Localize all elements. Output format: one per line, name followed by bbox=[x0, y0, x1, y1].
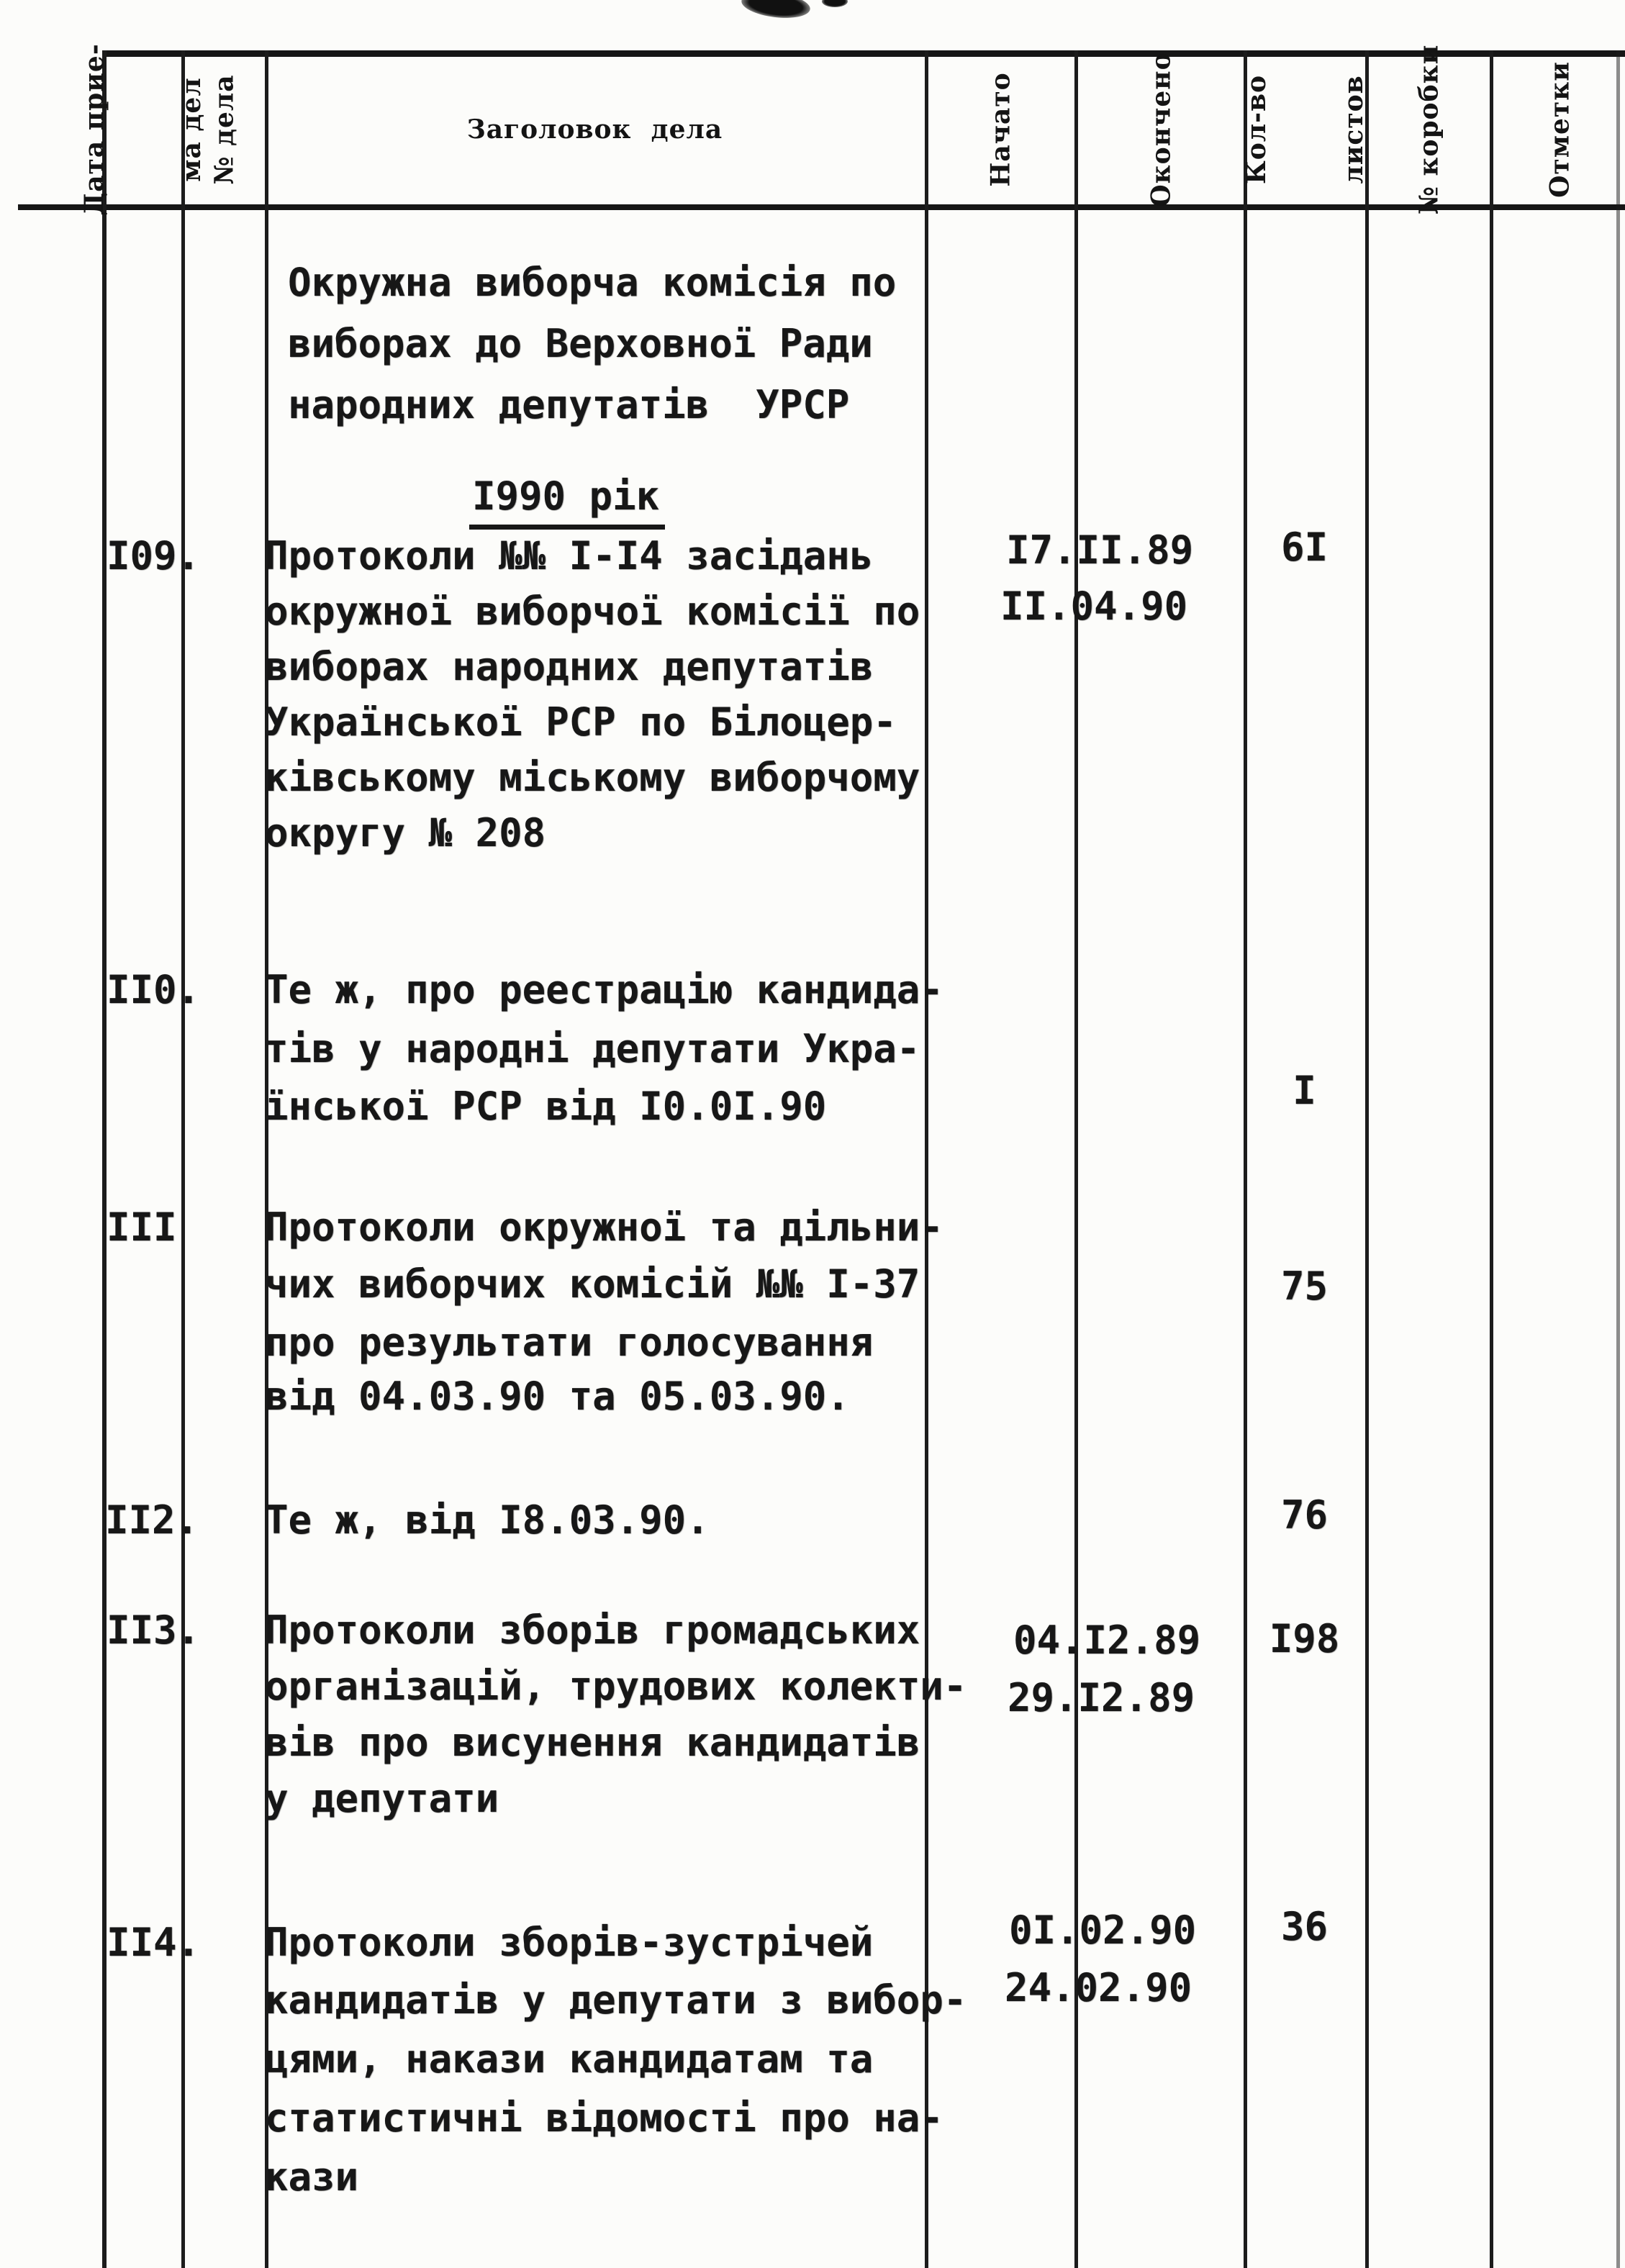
entry-date-started: I7.II.89 bbox=[1006, 527, 1194, 573]
org-heading-line: Окружна виборча комісія по bbox=[288, 260, 897, 305]
entry-title-line: статистичні відомості про на- bbox=[265, 2095, 943, 2141]
entry-number: II0. bbox=[107, 967, 201, 1012]
entry-number: II2. bbox=[105, 1497, 199, 1543]
entry-title-line: кандидатів у депутати з вибор- bbox=[265, 1977, 967, 2023]
entry-sheet-count: 6I bbox=[1280, 525, 1328, 570]
header-date-received-line1: Дата прие- bbox=[79, 43, 109, 216]
column-divider-sheets-box bbox=[1365, 50, 1369, 2268]
entry-title-line: Протоколи зборів громадських bbox=[265, 1607, 920, 1653]
entry-title-line: організацій, трудових колекти- bbox=[265, 1664, 967, 1709]
entry-title-line: Те ж, від I8.03.90. bbox=[265, 1497, 710, 1543]
entry-title-line: округу № 208 bbox=[265, 810, 546, 856]
entry-title-line: кази bbox=[265, 2154, 359, 2200]
entry-title-line: про результати голосування bbox=[265, 1320, 874, 1365]
column-divider-box-notes bbox=[1490, 50, 1493, 2268]
entry-sheet-count: 36 bbox=[1280, 1904, 1328, 1949]
entry-number: II3. bbox=[107, 1607, 201, 1653]
entry-title-line: Те ж, про реестрацію кандида- bbox=[265, 967, 943, 1012]
entry-title-line: Протоколи №№ I-I4 засідань bbox=[265, 533, 874, 579]
header-sheet-count-line1: Кол-во bbox=[1241, 74, 1272, 185]
column-divider-title-started bbox=[925, 50, 928, 2268]
entry-title-line: окружної виборчої комісії по bbox=[265, 589, 920, 634]
org-heading-line: виборах до Верховної Ради bbox=[288, 321, 873, 366]
entry-number: I09. bbox=[107, 533, 201, 579]
header-cell-title: Заголовок дела bbox=[466, 114, 723, 145]
header-date-received-line2: ма дел bbox=[176, 77, 207, 182]
year-heading: I990 рік bbox=[469, 476, 665, 530]
header-started-label: Начато bbox=[985, 72, 1016, 187]
entry-title-line: від 04.03.90 та 05.03.90. bbox=[265, 1374, 850, 1419]
entry-title-line: їнської РСР від I0.0I.90 bbox=[265, 1084, 827, 1129]
header-cell-started bbox=[920, 72, 1082, 186]
header-cell-notes bbox=[1480, 61, 1625, 198]
entry-date-started: 04.I2.89 bbox=[1013, 1618, 1201, 1663]
entry-title-line: вів про висунення кандидатів bbox=[265, 1720, 920, 1765]
entry-title-line: у депутати bbox=[265, 1776, 499, 1821]
entry-title-line: тів у народні депутати Укра- bbox=[265, 1026, 920, 1071]
entry-number: III bbox=[107, 1205, 177, 1250]
table-right-border bbox=[1616, 50, 1620, 2268]
header-file-number-label: № дела bbox=[209, 74, 240, 185]
entry-sheet-count: I98 bbox=[1269, 1616, 1340, 1661]
entry-date-finished: II.04.90 bbox=[1000, 584, 1188, 629]
entry-title-line: виборах народних депутатів bbox=[265, 644, 874, 689]
entry-sheet-count: 75 bbox=[1280, 1264, 1328, 1309]
entry-sheet-count: 76 bbox=[1280, 1492, 1328, 1538]
entry-title-line: Української РСР по Білоцер- bbox=[265, 699, 897, 745]
entry-date-started: 0I.02.90 bbox=[1009, 1908, 1197, 1953]
entry-title-line: Протоколи окружної та дільни- bbox=[265, 1205, 943, 1250]
entry-title-line: Протоколи зборів-зустрічей bbox=[265, 1920, 874, 1965]
header-box-number-label: № коробки bbox=[1413, 44, 1444, 215]
entry-date-finished: 24.02.90 bbox=[1005, 1965, 1192, 2010]
page-top-smudge bbox=[740, 0, 811, 22]
page-top-smudge-small bbox=[822, 0, 848, 7]
entry-number: II4. bbox=[107, 1920, 201, 1965]
header-notes-label: Отметки bbox=[1544, 61, 1575, 198]
header-sheet-count-line2: листов bbox=[1339, 75, 1369, 184]
entry-title-line: ківському міському виборчому bbox=[265, 755, 920, 800]
org-heading-line: народних депутатів УРСР bbox=[288, 382, 850, 427]
entry-date-finished: 29.I2.89 bbox=[1008, 1675, 1195, 1720]
entry-title-line: цями, накази кандидатам та bbox=[265, 2036, 874, 2082]
entry-sheet-count: I bbox=[1293, 1068, 1316, 1113]
entry-title-line: чих виборчих комісій №№ I-37 bbox=[265, 1261, 920, 1307]
header-finished-label: Окончено bbox=[1146, 52, 1177, 207]
